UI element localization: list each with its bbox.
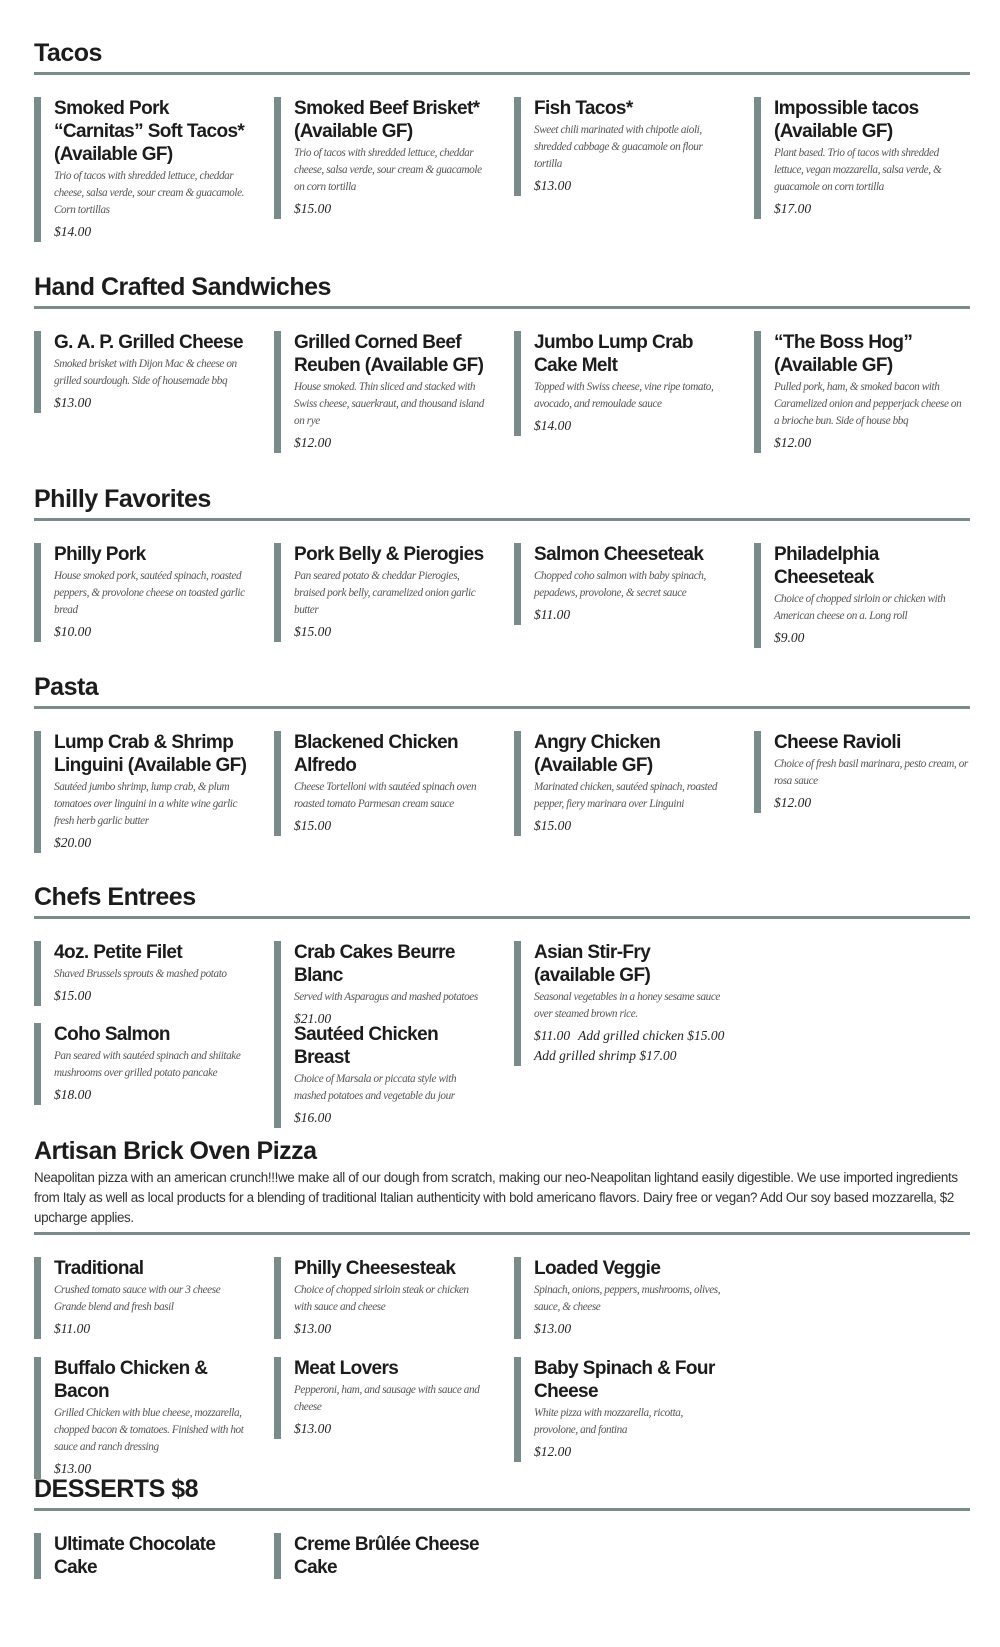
item-price-addons: Add grilled chicken $15.00 Add grilled shrimp $17.00 (534, 1028, 725, 1063)
item-description: Pulled pork, ham, & smoked bacon with Caramelized onion and pepperjack cheese on a brioche bun. Side of house bbq (774, 381, 962, 427)
item-description: House smoked. Thin sliced and stacked with Swiss cheese, sauerkraut, and thousand island on rye (294, 381, 484, 427)
section-divider (34, 306, 970, 309)
item-description: Choice of Marsala or piccata style with mashed potatoes and vegetable du jour (294, 1073, 457, 1102)
item-description: Sautéed jumbo shrimp, lump crab, & plum tomatoes over linguini in a white wine garlic fresh herb garlic butter (54, 781, 238, 827)
menu-item (274, 731, 488, 836)
item-name: Smoked Beef Brisket* (Available GF) (294, 98, 480, 142)
item-price: $14.00 (534, 418, 572, 433)
section-divider (34, 72, 970, 75)
item-description: Pepperoni, ham, and sausage with sauce and cheese (294, 1384, 480, 1413)
item-price: $10.00 (54, 624, 92, 639)
section-title: Pasta (34, 673, 99, 701)
item-description: Pan seared with sautéed spinach and shiitake mushrooms over grilled potato pancake (54, 1050, 241, 1079)
item-price: $13.00 (534, 178, 572, 193)
menu-item (274, 1257, 488, 1339)
menu-item (514, 1357, 728, 1462)
item-name: Cheese Ravioli (774, 732, 901, 753)
item-name: Meat Lovers (294, 1358, 399, 1379)
item-name: 4oz. Petite Filet (54, 942, 183, 963)
item-price: $12.00 (294, 435, 332, 450)
item-name: Fish Tacos* (534, 98, 633, 119)
item-description: Trio of tacos with shredded lettuce, cheddar cheese, salsa verde, sour cream & guacamole on corn tortilla (294, 147, 482, 193)
item-price: $20.00 (54, 835, 92, 850)
item-price: $21.00 (294, 1011, 332, 1026)
section-divider (34, 518, 970, 521)
menu-item (274, 1023, 488, 1128)
menu-item (274, 1533, 488, 1579)
menu-item (34, 1023, 248, 1105)
item-name: Baby Spinach & Four Cheese (534, 1358, 715, 1402)
section-divider (34, 1508, 970, 1511)
item-name: Salmon Cheeseteak (534, 544, 704, 565)
menu-item (34, 543, 248, 642)
menu-item (754, 731, 968, 813)
item-name: Crab Cakes Beurre Blanc (294, 942, 455, 986)
item-description: Crushed tomato sauce with our 3 cheese Grande blend and fresh basil (54, 1284, 221, 1313)
item-description: House smoked pork, sautéed spinach, roasted peppers, & provolone cheese on toasted garlic bread (54, 570, 245, 616)
item-price: $18.00 (54, 1087, 92, 1102)
item-name: G. A. P. Grilled Cheese (54, 332, 243, 353)
section-pasta (34, 672, 970, 861)
section-desserts (34, 1474, 970, 1593)
item-name: Lump Crab & Shrimp Linguini (Available GF) (54, 732, 247, 776)
item-description: Choice of chopped sirloin steak or chicken with sauce and cheese (294, 1284, 469, 1313)
item-price: $16.00 (294, 1110, 332, 1125)
item-description: Cheese Tortelloni with sautéed spinach oven roasted tomato Parmesan cream sauce (294, 781, 477, 810)
menu-item (34, 1533, 248, 1579)
section-title: Chefs Entrees (34, 883, 196, 911)
section-pizza (34, 1136, 970, 1476)
item-description: Topped with Swiss cheese, vine ripe tomato, avocado, and remoulade sauce (534, 381, 714, 410)
item-name: Asian Stir-Fry (available GF) (534, 942, 651, 986)
item-price: $12.00 (774, 795, 812, 810)
item-description: Plant based. Trio of tacos with shredded lettuce, vegan mozzarella, salsa verde, & guacamole on corn tortilla (774, 147, 942, 193)
section-tacos (34, 38, 970, 247)
section-description: Neapolitan pizza with an american crunch!!!we make all of our dough from scratch, making our neo-Neapolitan lightand easily digestible. We use imported ingredients from Italy as well as local products for a blending of traditional Italian authenticity with bold americano flavors. Dairy free or vegan? Add Our soy based mozzarella, $2 upcharge applies. (34, 1170, 958, 1225)
section-divider (34, 1232, 970, 1235)
menu-item (514, 1257, 728, 1339)
item-price: $15.00 (294, 818, 332, 833)
menu-item (274, 331, 488, 453)
menu-item (754, 543, 968, 648)
section-chefs-entrees (34, 882, 970, 1131)
item-price: $13.00 (294, 1421, 332, 1436)
item-description: Trio of tacos with shredded lettuce, cheddar cheese, salsa verde, sour cream & guacamole. Corn tortillas (54, 170, 245, 216)
item-price: $13.00 (294, 1321, 332, 1336)
item-name: Ultimate Chocolate Cake (54, 1534, 216, 1578)
item-price: $12.00 (774, 435, 812, 450)
item-name: Loaded Veggie (534, 1258, 661, 1279)
item-price (534, 1026, 728, 1066)
menu-item (34, 97, 248, 242)
item-price: $15.00 (534, 818, 572, 833)
item-description: Marinated chicken, sautéed spinach, roasted pepper, fiery marinara over Linguini (534, 781, 718, 810)
item-description: Smoked brisket with Dijon Mac & cheese on grilled sourdough. Side of housemade bbq (54, 358, 237, 387)
menu-item (274, 543, 488, 642)
item-description: Chopped coho salmon with baby spinach, pepadews, provolone, & secret sauce (534, 570, 706, 599)
item-description: Spinach, onions, peppers, mushrooms, olives, sauce, & cheese (534, 1284, 721, 1313)
item-name: Angry Chicken (Available GF) (534, 732, 661, 776)
item-name: Sautéed Chicken Breast (294, 1024, 439, 1068)
section-divider (34, 706, 970, 709)
item-description: Seasonal vegetables in a honey sesame sauce over steamed brown rice. (534, 991, 720, 1020)
menu-item (754, 331, 968, 453)
item-name: Coho Salmon (54, 1024, 170, 1045)
item-name: “The Boss Hog” (Available GF) (774, 332, 913, 376)
menu-item (34, 941, 248, 1006)
section-title: Artisan Brick Oven Pizza (34, 1137, 317, 1165)
item-price: $15.00 (294, 624, 332, 639)
menu-item (274, 1357, 488, 1439)
section-title: Philly Favorites (34, 485, 211, 513)
section-title: Hand Crafted Sandwiches (34, 273, 331, 301)
menu-item (274, 97, 488, 219)
menu-item (514, 97, 728, 196)
item-name: Traditional (54, 1258, 144, 1279)
item-name: Blackened Chicken Alfredo (294, 732, 459, 776)
menu-item (274, 941, 488, 1029)
item-price: $17.00 (774, 201, 812, 216)
section-title: Tacos (34, 39, 102, 67)
menu-item (34, 1357, 248, 1479)
item-name: Philly Pork (54, 544, 146, 565)
item-description: Grilled Chicken with blue cheese, mozzarella, chopped bacon & tomatoes. Finished with hot sauce and ranch dressing (54, 1407, 244, 1453)
item-name: Impossible tacos (Available GF) (774, 98, 919, 142)
item-name: Philadelphia Cheeseteak (774, 544, 879, 588)
item-name: Philly Cheesesteak (294, 1258, 456, 1279)
section-divider (34, 916, 970, 919)
menu-item (754, 97, 968, 219)
menu-item (514, 543, 728, 625)
item-description: Choice of fresh basil marinara, pesto cream, or rosa sauce (774, 758, 968, 787)
item-name: Smoked Pork “Carnitas” Soft Tacos* (Available GF) (54, 98, 245, 165)
menu-item (514, 731, 728, 836)
menu-item (514, 331, 728, 436)
menu-item (34, 731, 248, 853)
item-price: $11.00 (534, 607, 571, 622)
item-price-value: $11.00 (534, 1028, 571, 1043)
item-name: Pork Belly & Pierogies (294, 544, 484, 565)
section-title: DESSERTS $8 (34, 1475, 199, 1503)
menu-item (34, 331, 248, 413)
item-name: Creme Brûlée Cheese Cake (294, 1534, 480, 1578)
section-sandwiches (34, 272, 970, 461)
item-price: $11.00 (54, 1321, 91, 1336)
item-name: Grilled Corned Beef Reuben (Available GF) (294, 332, 484, 376)
item-price: $15.00 (54, 988, 92, 1003)
item-description: Pan seared potato & cheddar Pierogies, braised pork belly, caramelized onion garlic butter (294, 570, 476, 616)
item-price: $13.00 (534, 1321, 572, 1336)
item-description: Served with Asparagus and mashed potatoes (294, 991, 478, 1003)
item-description: White pizza with mozzarella, ricotta, provolone, and fontina (534, 1407, 683, 1436)
item-description: Sweet chili marinated with chipotle aioli, shredded cabbage & guacamole on flour tortilla (534, 124, 703, 170)
item-description: Shaved Brussels sprouts & mashed potato (54, 968, 227, 980)
item-price: $13.00 (54, 1461, 92, 1476)
item-price: $13.00 (54, 395, 92, 410)
item-name: Jumbo Lump Crab Cake Melt (534, 332, 693, 376)
section-philly-favorites (34, 484, 970, 653)
item-name: Buffalo Chicken & Bacon (54, 1358, 208, 1402)
item-price: $14.00 (54, 224, 92, 239)
menu-item (34, 1257, 248, 1339)
item-price: $12.00 (534, 1444, 572, 1459)
item-price: $15.00 (294, 201, 332, 216)
menu-item (514, 941, 728, 1066)
item-price: $9.00 (774, 630, 805, 645)
item-description: Choice of chopped sirloin or chicken with American cheese on a. Long roll (774, 593, 946, 622)
